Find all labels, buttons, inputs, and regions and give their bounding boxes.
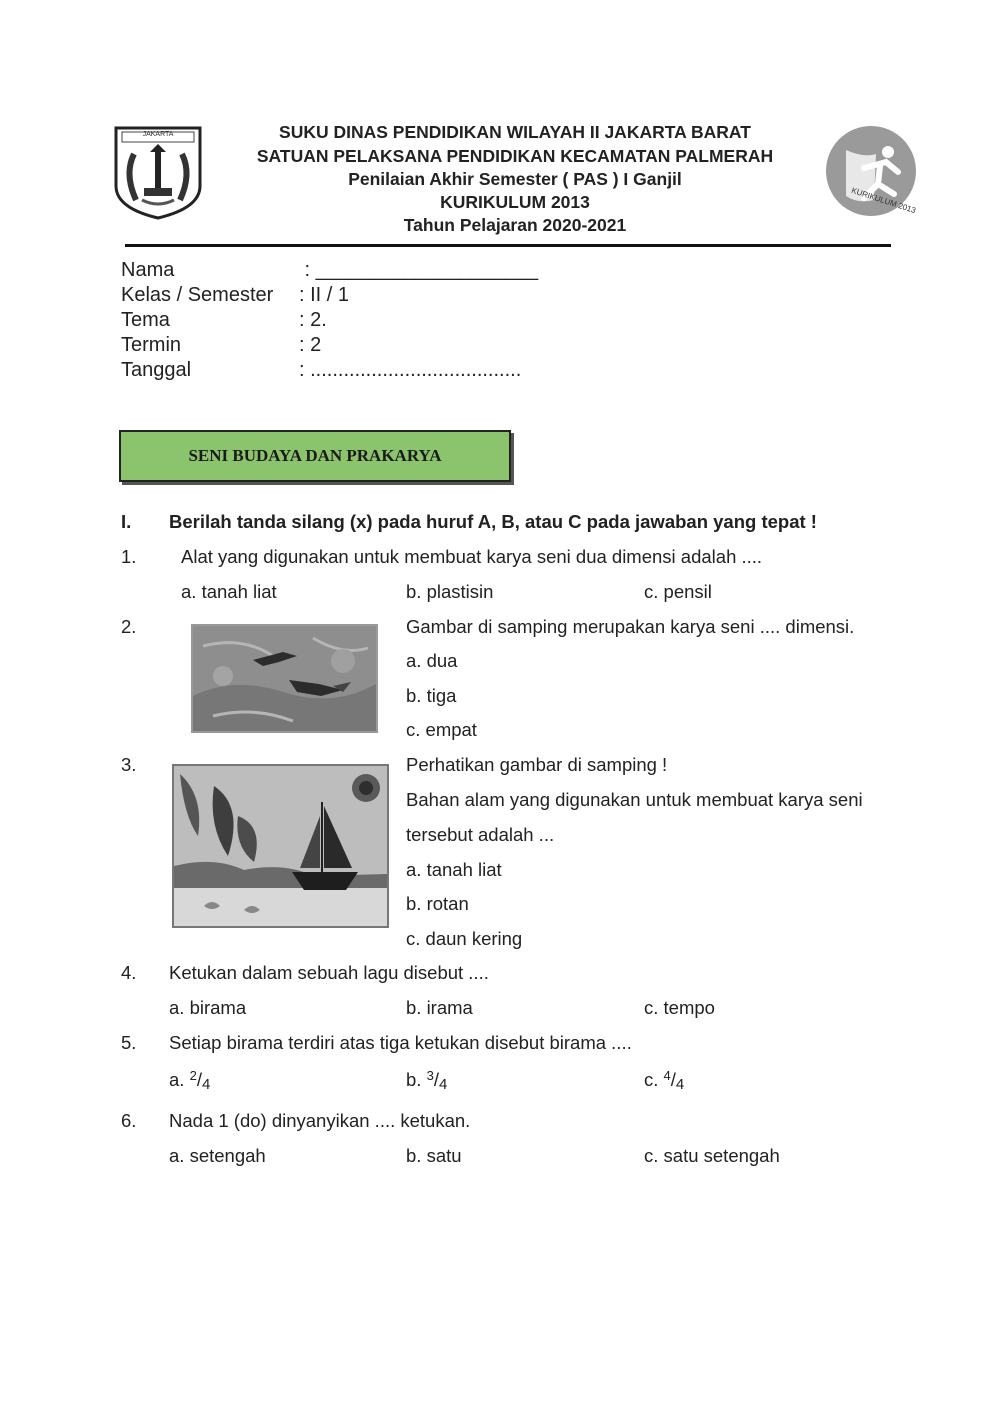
q5-text: Setiap birama terdiri atas tiga ketukan disebut birama .... [169,1032,632,1053]
subject-title: SENI BUDAYA DAN PRAKARYA [188,446,442,465]
q2-number: 2. [121,616,137,637]
q3-option-a[interactable]: a. tanah liat [406,859,502,880]
q1-text: Alat yang digunakan untuk membuat karya seni dua dimensi adalah .... [181,546,763,567]
q4-text: Ketukan dalam sebuah lagu disebut .... [169,962,489,983]
meta-value-tanggal: : ...................................... [299,359,522,381]
q5-number: 5. [121,1032,137,1053]
q5-option-a-numerator: 2 [189,1068,197,1083]
q5-option-b-denominator: 4 [438,1076,448,1093]
q4-option-c[interactable]: c. tempo [644,997,715,1018]
header-line-2: SATUAN PELAKSANA PENDIDIKAN KECAMATAN PALMERAH [256,146,774,166]
q3-sailboat-leaf-artwork-image [172,764,389,928]
q5-option-c[interactable]: c. $^4/_4$ [644,1068,685,1093]
q4-option-b[interactable]: b. irama [406,997,473,1018]
kurikulum-2013-logo [824,124,918,218]
meta-value-tema: : 2. [299,309,327,331]
q5-option-b-prefix: b. [406,1069,422,1090]
meta-label-termin: Termin [121,334,182,356]
meta-label-tanggal: Tanggal [121,359,192,381]
meta-label-nama: Nama [121,259,175,281]
q4-option-a[interactable]: a. birama [169,997,247,1018]
q3-text-line-3: tersebut adalah ... [406,824,555,845]
q5-option-a[interactable]: a. $^2/_4$ [169,1068,211,1093]
q1-option-b[interactable]: b. plastisin [406,581,494,602]
q5-option-b-numerator: 3 [426,1068,434,1083]
header-line-4: KURIKULUM 2013 [440,192,590,212]
q3-option-b[interactable]: b. rotan [406,893,469,914]
q1-option-c[interactable]: c. pensil [644,581,712,602]
q5-option-c-numerator: 4 [663,1068,671,1083]
q3-text-line-1: Perhatikan gambar di samping ! [406,754,668,775]
q5-option-a-prefix: a. [169,1069,185,1090]
kurikulum-logo-text: KURIKULUM 2013 [850,185,917,216]
q3-option-c[interactable]: c. daun kering [406,928,523,949]
jakarta-logo-text: JAKARTA [142,131,174,138]
meta-label-kelas: Kelas / Semester [121,284,274,306]
q1-option-a[interactable]: a. tanah liat [181,581,277,602]
q6-option-c[interactable]: c. satu setengah [644,1145,780,1166]
q4-number: 4. [121,962,137,983]
q6-number: 6. [121,1110,137,1131]
q3-text-line-2: Bahan alam yang digunakan untuk membuat karya seni [406,789,863,810]
q3-number: 3. [121,754,137,775]
q2-option-c[interactable]: c. empat [406,719,477,740]
header-line-1: SUKU DINAS PENDIDIKAN WILAYAH II JAKARTA BARAT [279,122,751,142]
q5-option-c-prefix: c. [644,1069,659,1090]
header-divider [125,244,891,247]
jakarta-emblem-logo [112,124,204,220]
section-instruction: Berilah tanda silang (x) pada huruf A, B, atau C pada jawaban yang tepat ! [169,511,817,532]
meta-label-tema: Tema [121,309,170,331]
meta-value-termin: : 2 [299,334,322,356]
q6-option-a[interactable]: a. setengah [169,1145,266,1166]
q5-option-a-denominator: 4 [201,1076,211,1093]
q5-option-b[interactable]: b. $^3/_4$ [406,1068,448,1093]
q6-option-b[interactable]: b. satu [406,1145,462,1166]
meta-value-nama: : ____________________ [299,259,539,281]
q5-option-c-denominator: 4 [675,1076,685,1093]
q2-option-a[interactable]: a. dua [406,650,458,671]
meta-value-kelas: : II / 1 [299,284,350,306]
q6-text: Nada 1 (do) dinyanyikan .... ketukan. [169,1110,471,1131]
q2-birds-artwork-image [191,624,378,733]
q2-text: Gambar di samping merupakan karya seni .... dimensi. [406,616,855,637]
header-line-3: Penilaian Akhir Semester ( PAS ) I Ganjil [348,169,682,189]
header-line-5: Tahun Pelajaran 2020-2021 [403,215,627,235]
q2-option-b[interactable]: b. tiga [406,685,457,706]
section-roman: I. [121,511,132,532]
q1-number: 1. [121,546,137,567]
subject-title-box [119,430,511,482]
